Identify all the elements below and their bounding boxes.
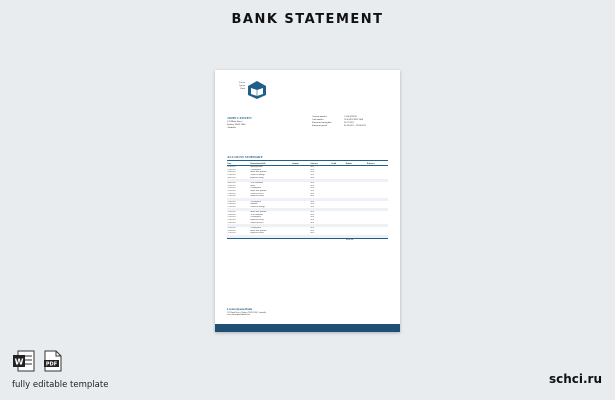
total-value (366, 238, 388, 242)
table-cell: AUD (310, 211, 315, 214)
customer-address-line: 123 Main Street (227, 120, 243, 123)
customer-name: JOHN CITIZEN (227, 116, 252, 120)
table-cell: AUD (310, 221, 315, 224)
customer-address-line: Australia (227, 126, 236, 130)
account-info (312, 116, 392, 128)
table-cell: Online store purchase (250, 211, 267, 214)
svg-text:PDF: PDF (45, 361, 58, 368)
table-header-cell: Date (227, 162, 250, 166)
table-cell: 15.06.2021 (227, 200, 237, 203)
table-cell (227, 238, 250, 242)
table-cell: 02.06.2021 (227, 166, 237, 168)
table-cell: AUD (310, 168, 315, 171)
table-cell: Payment to utility (250, 219, 264, 222)
tagline: fully editable template (12, 380, 109, 390)
account-info-label: Statement period (312, 125, 327, 127)
table-cell: Transfer to savings (250, 205, 265, 208)
table-cell: AUD (310, 187, 315, 190)
transactions-table (227, 162, 388, 242)
table-cell: 26.06.2021 (227, 229, 237, 232)
table-cell: Transfer received (250, 192, 264, 195)
table-cell: AUD (310, 219, 315, 222)
table-cell: Online store purchase (250, 189, 267, 192)
table-cell: AUD (310, 192, 315, 195)
table-cell: Payment to utility (250, 176, 264, 179)
bank-address: 123 Bank Street, Sydney NSW 2000, Australia (227, 311, 266, 314)
total-label: TOTAL (345, 238, 366, 242)
table-cell: 13.06.2021 (227, 195, 237, 198)
format-icons (12, 350, 72, 372)
table-cell: 05.06.2021 (227, 173, 237, 176)
customer-address-line: Sydney NSW 2000 (227, 123, 246, 127)
account-info-value: 01.07.2021 (344, 122, 354, 124)
page-title: BANK STATEMENT (231, 12, 384, 27)
svg-text:W: W (14, 357, 24, 367)
table-header-cell: Reference (366, 162, 388, 166)
table-cell: Card payment (250, 187, 261, 190)
table-cell: Transfer to savings (250, 173, 265, 176)
table-cell: Online store purchase (250, 229, 267, 232)
table-body (227, 166, 388, 243)
logo-text: Lorem Ipsum Bank (239, 82, 245, 90)
table-cell: 17.06.2021 (227, 205, 237, 208)
table-cell: 04.06.2021 (227, 171, 237, 174)
account-summary-title: ACCOUNT SUMMARY (227, 155, 263, 159)
table-cell: 08.06.2021 (227, 181, 237, 184)
account-info-value: 01.06.2021 – 30.06.2021 (344, 125, 366, 127)
page-footer-bar (215, 324, 400, 332)
table-cell: Payment to utility (250, 195, 264, 198)
table-cell: 16.06.2021 (227, 203, 237, 206)
summary-divider (227, 160, 388, 161)
table-header-cell: Currency (310, 162, 331, 166)
table-cell: 10.06.2021 (227, 187, 237, 190)
table-cell: 06.06.2021 (227, 176, 237, 179)
table-cell: Payment to utility (250, 232, 264, 235)
table-cell: Online store purchase (250, 171, 267, 174)
account-info-label: Account number (312, 116, 327, 118)
table-cell: AUD (310, 203, 315, 206)
table-cell: 09.06.2021 (227, 184, 237, 187)
table-cell: Opening balance (250, 166, 263, 168)
bank-website: www.loremipsumbank.com (227, 314, 250, 317)
table-header-cell: Transaction details (250, 162, 292, 166)
table-cell: AUD (310, 181, 315, 184)
table-cell: Card payment (250, 200, 261, 203)
table-cell: AUD (310, 171, 315, 174)
table-cell: Card payment (250, 168, 261, 171)
customer-block (227, 116, 252, 130)
word-doc-icon (12, 350, 37, 372)
table-cell: Card payment (250, 216, 261, 219)
table-cell: AUD (310, 200, 315, 203)
bank-footer (227, 308, 266, 317)
table-cell: AUD (310, 176, 315, 179)
table-cell: 21.06.2021 (227, 216, 237, 219)
table-header-cell: Amount (291, 162, 309, 166)
table-cell: AUD (310, 195, 315, 198)
table-header-cell: Credit (330, 162, 345, 166)
table-cell: ATM withdrawal (250, 181, 264, 184)
table-cell: Card payment (250, 227, 261, 230)
bank-name: Lorem Ipsum Bank (227, 307, 253, 311)
table-cell: AUD (310, 166, 315, 168)
table-cell: 12.06.2021 (227, 192, 237, 195)
table-cell: Insurance (250, 203, 258, 206)
table-cell: 19.06.2021 (227, 211, 237, 214)
table-cell: 27.06.2021 (227, 232, 237, 235)
table-cell: 20.06.2021 (227, 213, 237, 216)
table-cell: AUD (310, 189, 315, 192)
bank-logo (229, 80, 269, 112)
table-cell: 25.06.2021 (227, 227, 237, 230)
table-cell: AUD (310, 216, 315, 219)
pdf-icon (43, 350, 63, 372)
table-cell: AUD (310, 173, 315, 176)
total-row (227, 238, 388, 242)
table-cell (330, 238, 345, 242)
bank-statement-page (215, 70, 400, 332)
table-cell: AUD (310, 227, 315, 230)
table-cell: AUD (310, 205, 315, 208)
table-cell: 22.06.2021 (227, 219, 237, 222)
table-cell: ATM withdrawal (250, 213, 264, 216)
table-header-cell: Balance (345, 162, 366, 166)
table-cell: Salary (250, 184, 256, 187)
table-cell: AUD (310, 229, 315, 232)
book-logo-icon (247, 80, 267, 100)
account-info-label: Statement issuing date (312, 122, 332, 124)
account-info-label: Card number (312, 119, 324, 121)
account-info-value: 1234 5678 9012 3456 (344, 119, 364, 121)
table-cell: AUD (310, 184, 315, 187)
table-cell: AUD (310, 213, 315, 216)
table-cell: Transfer received (250, 221, 264, 224)
table-cell: 23.06.2021 (227, 221, 237, 224)
table-cell (250, 238, 292, 242)
site-name: schci.ru (548, 372, 602, 386)
table-cell (310, 238, 331, 242)
table-cell: 11.06.2021 (227, 189, 236, 192)
account-info-value: 1 234 5678 90 (344, 116, 357, 118)
table-cell: AUD (310, 232, 315, 235)
table-cell (291, 238, 309, 242)
table-cell: 03.06.2021 (227, 168, 237, 171)
